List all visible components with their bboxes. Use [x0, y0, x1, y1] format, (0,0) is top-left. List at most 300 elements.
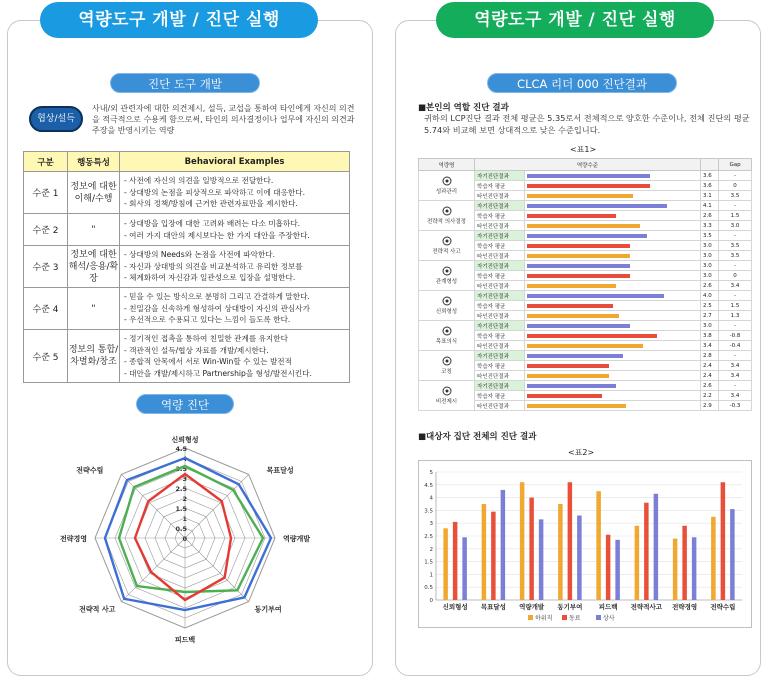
- section-title-result: CLCA 리더 000 진단결과: [487, 73, 677, 93]
- gap-value: 1.3: [719, 311, 752, 321]
- competency-cell: [419, 231, 475, 261]
- radar-scale-label: 4: [182, 455, 187, 463]
- radar-scale-label: 3: [182, 475, 187, 483]
- bar-동료: [644, 503, 649, 600]
- row-label: 학습자 평균: [475, 211, 525, 221]
- example-line: - 객관적인 설득/협상 자료를 개발/제시한다.: [124, 345, 269, 355]
- score-bar: [527, 314, 619, 318]
- score-bar: [527, 234, 647, 238]
- gap-value: -: [719, 171, 752, 181]
- group-bar-chart: [418, 460, 752, 628]
- score-bar: [527, 264, 630, 268]
- score-value: 3.6: [701, 181, 719, 191]
- row-label: 학습자 평균: [475, 301, 525, 311]
- score-bar: [527, 304, 613, 308]
- bar-동료: [682, 526, 687, 600]
- radar-scale-label: 2.5: [175, 485, 187, 493]
- row-label: 자기진단결과: [475, 171, 525, 181]
- bar-cell: [525, 231, 701, 241]
- score-bar: [527, 254, 630, 258]
- example-line: - 자신과 상대방의 의견을 비교분석하고 유리한 정보를: [124, 261, 303, 271]
- x-tick-label: 전략경영: [672, 603, 698, 611]
- score-bar: [527, 224, 640, 228]
- trait-cell: ": [68, 214, 120, 246]
- row-label: 학습자 평균: [475, 271, 525, 281]
- competency-name: 성과관리: [435, 189, 458, 195]
- gap-value: -: [719, 201, 752, 211]
- table-row: [419, 291, 752, 301]
- score-bar: [527, 404, 626, 408]
- example-line: - 대안을 개발/제시하고 Partnership을 형성/발전시킨다.: [124, 368, 312, 378]
- score-value: 2.9: [701, 401, 719, 411]
- trait-cell: ": [68, 288, 120, 330]
- bar-cell: [525, 221, 701, 231]
- competency-cell: [419, 291, 475, 321]
- score-value: 2.7: [701, 311, 719, 321]
- score-value: 2.4: [701, 361, 719, 371]
- score-bar: [527, 244, 630, 248]
- competency-cell: [419, 171, 475, 201]
- bar-track: [527, 272, 698, 280]
- bar-track: [527, 192, 698, 200]
- score-value: 3.0: [701, 261, 719, 271]
- bar-cell: [525, 261, 701, 271]
- example-line: - 여러 가지 대안의 제시보다는 한 가지 대안을 주장한다.: [124, 230, 310, 240]
- bar-상사: [692, 537, 697, 600]
- bar-하위직: [635, 526, 640, 600]
- table-row: [419, 201, 752, 211]
- bar-하위직: [596, 491, 601, 600]
- score-bar: [527, 334, 657, 338]
- competency-name: 비전제시: [435, 399, 458, 405]
- gap-value: -: [719, 291, 752, 301]
- bar-상사: [654, 494, 659, 600]
- score-value: 3.1: [701, 191, 719, 201]
- row-label: 타인진단결과: [475, 281, 525, 291]
- table-row: [24, 246, 350, 288]
- result-table-header: [419, 159, 752, 171]
- score-value: 2.6: [701, 381, 719, 391]
- score-bar: [527, 374, 609, 378]
- radar-chart: [40, 420, 330, 652]
- gap-value: -: [719, 351, 752, 361]
- row-label: 학습자 평균: [475, 241, 525, 251]
- score-bar: [527, 344, 643, 348]
- bar-cell: [525, 171, 701, 181]
- competency-intro: 사내/외 관련자에 대한 의견제시, 설득, 교섭을 통하여 타인에게 자신의 의견 을 적극적으로 수용케 함으로써, 타인의 의사결정이나 업무에 자신의 의견과 주장을 반영시키는 역량: [92, 104, 355, 135]
- competency-cell: [419, 381, 475, 411]
- radar-axis-label: 피드백: [174, 636, 196, 644]
- bar-하위직: [482, 504, 487, 600]
- bar-track: [527, 372, 698, 380]
- y-tick-label: 2: [429, 546, 433, 553]
- x-tick-label: 목표달성: [480, 603, 506, 611]
- table-row: [419, 261, 752, 271]
- bar-동료: [606, 535, 611, 600]
- score-value: 4.0: [701, 291, 719, 301]
- bar-상사: [730, 509, 735, 600]
- bar-상사: [539, 519, 544, 600]
- radar-axis-label: 전략적 사고: [79, 605, 116, 614]
- y-tick-label: 2.5: [424, 534, 433, 540]
- bar-상사: [577, 516, 582, 600]
- radar-scale-label: 4.5: [175, 445, 187, 453]
- bar-cell: [525, 301, 701, 311]
- y-tick-label: 5: [429, 470, 433, 476]
- section-title-diagnosis: 역량 진단: [136, 394, 234, 414]
- table-row: [419, 351, 752, 361]
- bar-track: [527, 172, 698, 180]
- score-bar: [527, 364, 609, 368]
- row-label: 타인진단결과: [475, 311, 525, 321]
- example-line: - 상대방의 Needs와 논점을 사전에 파악한다.: [124, 250, 276, 260]
- score-value: 3.0: [701, 271, 719, 281]
- gap-value: 3.4: [719, 391, 752, 401]
- header-level: 구분: [24, 152, 68, 172]
- relationship-icon: [441, 266, 453, 276]
- table-row: [24, 330, 350, 383]
- table-row: [24, 288, 350, 330]
- row-label: 자기진단결과: [475, 351, 525, 361]
- row-label: 자기진단결과: [475, 321, 525, 331]
- vision-icon: [441, 386, 453, 396]
- legend-label: 하위직: [535, 615, 553, 622]
- score-value: 3.3: [701, 221, 719, 231]
- bar-동료: [453, 522, 458, 600]
- x-tick-label: 역량개발: [519, 603, 545, 611]
- score-value: 3.5: [701, 231, 719, 241]
- gap-value: 3.4: [719, 371, 752, 381]
- section-title-tool-development: 진단 도구 개발: [110, 73, 260, 93]
- radar-axis-label: 동기부여: [254, 605, 282, 614]
- trust-icon: [441, 296, 453, 306]
- gap-value: -: [719, 231, 752, 241]
- level-cell: 수준 2: [24, 214, 68, 246]
- radar-axis-label: 신뢰형성: [171, 436, 199, 444]
- legend-swatch: [596, 615, 601, 620]
- bar-cell: [525, 281, 701, 291]
- gap-value: -0.8: [719, 331, 752, 341]
- score-value: 2.8: [701, 351, 719, 361]
- examples-cell: [120, 172, 350, 214]
- radar-axis-label: 전략경영: [59, 535, 87, 543]
- row-label: 자기진단결과: [475, 231, 525, 241]
- bar-cell: [525, 311, 701, 321]
- competency-cell: [419, 351, 475, 381]
- bar-상사: [462, 537, 467, 600]
- row-label: 타인진단결과: [475, 401, 525, 411]
- table2-tag: <표2>: [568, 448, 595, 457]
- legend-swatch: [528, 615, 533, 620]
- score-value: 2.2: [701, 391, 719, 401]
- bar-cell: [525, 181, 701, 191]
- bar-track: [527, 292, 698, 300]
- bar-동료: [529, 498, 534, 600]
- table-row: [24, 172, 350, 214]
- example-line: - 체계화하여 자신감과 일관성으로 입장을 설명한다.: [124, 273, 296, 283]
- bar-cell: [525, 391, 701, 401]
- x-tick-label: 전략적사고: [630, 603, 663, 611]
- gap-value: -: [719, 381, 752, 391]
- bar-track: [527, 182, 698, 190]
- bar-track: [527, 202, 698, 210]
- row-label: 학습자 평균: [475, 391, 525, 401]
- score-bar: [527, 284, 616, 288]
- gap-value: -: [719, 261, 752, 271]
- score-value: 3.0: [701, 251, 719, 261]
- radar-scale-label: 2: [182, 495, 187, 503]
- score-bar: [527, 394, 602, 398]
- level-cell: 수준 1: [24, 172, 68, 214]
- thinking-icon: [441, 236, 453, 246]
- example-line: - 상대방의 논점을 피상적으로 파악하고 이에 대응한다.: [124, 187, 306, 197]
- bar-하위직: [558, 504, 563, 600]
- y-tick-label: 4.5: [424, 482, 433, 489]
- bar-track: [527, 222, 698, 230]
- gap-value: 3.4: [719, 361, 752, 371]
- decision-icon: [441, 206, 453, 216]
- score-value: 3.6: [701, 171, 719, 181]
- bar-하위직: [520, 482, 525, 600]
- header-examples: Behavioral Examples: [120, 152, 350, 172]
- score-bar: [527, 294, 664, 298]
- bar-cell: [525, 321, 701, 331]
- examples-cell: [120, 330, 350, 383]
- bar-track: [527, 282, 698, 290]
- examples-cell: [120, 288, 350, 330]
- bar-track: [527, 312, 698, 320]
- bar-track: [527, 382, 698, 390]
- score-value: 2.5: [701, 301, 719, 311]
- bar-track: [527, 362, 698, 370]
- example-line: - 회사의 정책/방침에 근거한 관련자료만을 제시한다.: [124, 199, 298, 209]
- trait-cell: 정보에 대한 이해/수행: [68, 172, 120, 214]
- bar-track: [527, 332, 698, 340]
- bar-cell: [525, 401, 701, 411]
- score-value: 2.6: [701, 281, 719, 291]
- table-row: [24, 214, 350, 246]
- bar-하위직: [443, 528, 448, 600]
- behavior-table-header: [24, 152, 350, 172]
- bar-track: [527, 352, 698, 360]
- score-bar: [527, 174, 650, 178]
- table1-tag: <표1>: [570, 145, 597, 154]
- radar-scale-label: 1.5: [175, 505, 187, 513]
- radar-axis-label: 전략수립: [76, 466, 104, 475]
- bar-track: [527, 302, 698, 310]
- table-row: [419, 321, 752, 331]
- bar-cell: [525, 191, 701, 201]
- score-value: 3.8: [701, 331, 719, 341]
- y-tick-label: 4: [429, 495, 433, 502]
- header-trait: 행동특성: [68, 152, 120, 172]
- example-line: - 정기적인 접촉을 통하여 친밀한 관계를 유지한다: [124, 334, 288, 343]
- legend-swatch: [562, 615, 567, 620]
- trait-cell: 정보의 통합/차별화/창조: [68, 330, 120, 383]
- example-line: - 믿을 수 있는 방식으로 분명히 그리고 간결하게 말한다.: [124, 292, 310, 302]
- radar-axis-label: 목표달성: [266, 466, 294, 475]
- gap-value: -0.4: [719, 341, 752, 351]
- x-tick-label: 신뢰형성: [442, 603, 468, 611]
- bar-cell: [525, 331, 701, 341]
- row-label: 타인진단결과: [475, 251, 525, 261]
- competency-badge: 협상/설득: [29, 106, 83, 132]
- row-label: 자기진단결과: [475, 201, 525, 211]
- competency-cell: [419, 261, 475, 291]
- x-tick-label: 피드백: [598, 603, 618, 611]
- bar-cell: [525, 381, 701, 391]
- table-row: [419, 231, 752, 241]
- header-gap: Gap: [719, 159, 752, 171]
- bar-cell: [525, 241, 701, 251]
- bar-cell: [525, 371, 701, 381]
- header-level: 역량수준: [475, 159, 701, 171]
- y-tick-label: 0.5: [424, 585, 433, 592]
- header-score: [701, 159, 719, 171]
- gap-value: 3.5: [719, 251, 752, 261]
- score-value: 3.4: [701, 341, 719, 351]
- target-icon: [441, 176, 453, 186]
- row-label: 타인진단결과: [475, 371, 525, 381]
- bar-track: [527, 252, 698, 260]
- score-value: 3.0: [701, 241, 719, 251]
- score-bar: [527, 214, 616, 218]
- example-line: - 상대방을 입장에 대한 고려와 배려는 다소 미흡하다.: [124, 219, 301, 228]
- competency-name: 관계형성: [435, 279, 458, 285]
- score-bar: [527, 204, 667, 208]
- bar-하위직: [711, 517, 716, 600]
- competency-name: 목표의식: [435, 339, 458, 345]
- gap-value: 0: [719, 181, 752, 191]
- level-cell: 수준 3: [24, 246, 68, 288]
- bar-cell: [525, 341, 701, 351]
- example-line: - 친밀감을 신속하게 형성하여 상대방이 자신의 관심사가: [124, 303, 310, 313]
- bar-track: [527, 262, 698, 270]
- y-tick-label: 3: [429, 521, 433, 528]
- gap-value: -0.3: [719, 401, 752, 411]
- gap-value: 3.4: [719, 281, 752, 291]
- y-tick-label: 0: [429, 598, 433, 604]
- row-label: 타인진단결과: [475, 191, 525, 201]
- bar-cell: [525, 251, 701, 261]
- row-label: 타인진단결과: [475, 341, 525, 351]
- heading-self-result: ■본인의 역할 진단 결과: [418, 103, 509, 113]
- right-main-title: 역량도구 개발 / 진단 실행: [436, 2, 714, 38]
- competency-name: 전략적 사고: [432, 249, 461, 255]
- gap-value: 3.5: [719, 241, 752, 251]
- goal-icon: [441, 326, 453, 336]
- heading-group-result: ■대상자 집단 전체의 진단 결과: [418, 432, 537, 442]
- level-cell: 수준 5: [24, 330, 68, 383]
- competency-cell: [419, 321, 475, 351]
- bar-track: [527, 242, 698, 250]
- radar-scale-label: 0.5: [175, 525, 187, 533]
- score-bar: [527, 354, 623, 358]
- bar-동료: [568, 482, 573, 600]
- examples-cell: [120, 214, 350, 246]
- row-label: 타인진단결과: [475, 221, 525, 231]
- table-row: [419, 171, 752, 181]
- row-label: 자기진단결과: [475, 381, 525, 391]
- row-label: 학습자 평균: [475, 331, 525, 341]
- score-bar: [527, 184, 650, 188]
- radar-scale-label: 0: [182, 535, 187, 543]
- bar-상사: [501, 490, 506, 600]
- bar-cell: [525, 271, 701, 281]
- gap-value: 3.0: [719, 221, 752, 231]
- coaching-icon: [441, 356, 453, 366]
- score-bar: [527, 384, 616, 388]
- result-description: 귀하의 LCP진단 결과 전체 평균은 5.35로서 전체적으로 양호한 수준이나, 전체 진단의 평균 5.74와 비교해 보면 상대적으로 낮은 수준입니다.: [424, 113, 750, 135]
- examples-cell: [120, 246, 350, 288]
- row-label: 학습자 평균: [475, 181, 525, 191]
- y-tick-label: 1.5: [424, 559, 433, 566]
- score-bar: [527, 324, 630, 328]
- bar-동료: [491, 512, 496, 600]
- competency-result-table: [418, 158, 752, 411]
- bar-상사: [615, 540, 620, 600]
- bar-track: [527, 212, 698, 220]
- competency-cell: [419, 201, 475, 231]
- bar-track: [527, 342, 698, 350]
- legend-label: 동료: [569, 615, 581, 622]
- gap-value: -: [719, 321, 752, 331]
- bar-track: [527, 322, 698, 330]
- bar-cell: [525, 291, 701, 301]
- table-row: [419, 381, 752, 391]
- gap-value: 1.5: [719, 211, 752, 221]
- behavior-table: [23, 151, 350, 383]
- bar-track: [527, 392, 698, 400]
- score-bar: [527, 194, 633, 198]
- y-tick-label: 3.5: [424, 508, 433, 515]
- header-competency: 역량명: [419, 159, 475, 171]
- row-label: 자기진단결과: [475, 261, 525, 271]
- score-value: 2.6: [701, 211, 719, 221]
- gap-value: 0: [719, 271, 752, 281]
- bar-cell: [525, 211, 701, 221]
- row-label: 자기진단결과: [475, 291, 525, 301]
- trait-cell: 정보에 대한 해석/응용/확장: [68, 246, 120, 288]
- competency-name: 신뢰형성: [435, 309, 458, 315]
- radar-scale-label: 1: [182, 515, 187, 523]
- gap-value: 1.5: [719, 301, 752, 311]
- bar-cell: [525, 201, 701, 211]
- score-value: 3.0: [701, 321, 719, 331]
- bar-하위직: [673, 539, 678, 600]
- left-main-title: 역량도구 개발 / 진단 실행: [40, 2, 318, 38]
- radar-axis-label: 역량개발: [283, 535, 311, 543]
- score-value: 4.1: [701, 201, 719, 211]
- example-line: - 우선적으로 수용되고 있다는 느낌이 들도록 한다.: [124, 315, 291, 325]
- level-cell: 수준 4: [24, 288, 68, 330]
- score-bar: [527, 274, 630, 278]
- y-tick-label: 1: [429, 572, 433, 579]
- bar-동료: [721, 482, 726, 600]
- competency-name: 전략적 의사결정: [427, 219, 466, 225]
- gap-value: 3.5: [719, 191, 752, 201]
- example-line: - 종합적 안목에서 서로 Win-Win할 수 있는 발전적: [124, 357, 292, 366]
- bar-track: [527, 402, 698, 410]
- bar-cell: [525, 351, 701, 361]
- legend-label: 상사: [603, 615, 615, 622]
- competency-name: 코칭: [441, 369, 452, 375]
- example-line: - 사전에 자신의 의견을 일방적으로 전달한다.: [124, 176, 274, 186]
- bar-cell: [525, 361, 701, 371]
- radar-scale-label: 3.5: [175, 465, 187, 473]
- score-value: 2.4: [701, 371, 719, 381]
- x-tick-label: 동기부여: [557, 603, 583, 611]
